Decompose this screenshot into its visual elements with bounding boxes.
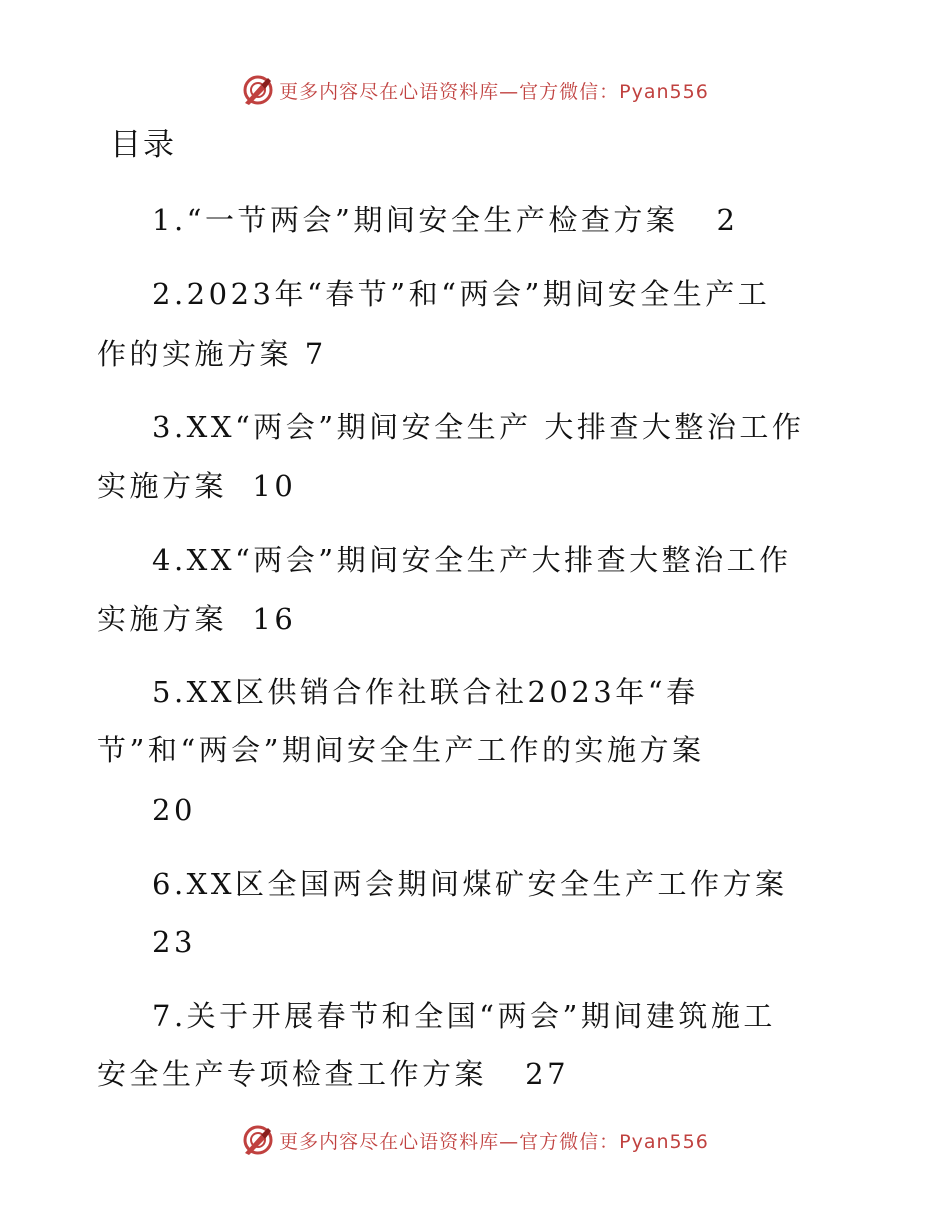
toc-entry-6-line-2[interactable]: 23 bbox=[152, 925, 196, 959]
toc-entry-2-line-1[interactable]: 2.2023年“春节”和“两会”期间安全生产工 bbox=[152, 277, 771, 311]
watermark-text: 更多内容尽在心语资料库—官方微信：Pyan556 bbox=[279, 1130, 709, 1153]
toc-entry-7-line-2[interactable]: 安全生产专项检查工作方案 27 bbox=[97, 1057, 570, 1091]
toc-entry-7-line-1[interactable]: 7.关于开展春节和全国“两会”期间建筑施工 bbox=[152, 999, 776, 1033]
watermark-text: 更多内容尽在心语资料库—官方微信：Pyan556 bbox=[279, 80, 709, 103]
toc-entry-6-line-1[interactable]: 6.XX区全国两会期间煤矿安全生产工作方案 bbox=[152, 867, 788, 901]
pen-logo-icon bbox=[241, 1123, 275, 1157]
toc-entry-3-line-1[interactable]: 3.XX“两会”期间安全生产 大排查大整治工作 bbox=[152, 410, 805, 444]
toc-entry-5-line-1[interactable]: 5.XX区供销合作社联合社2023年“春 bbox=[152, 675, 699, 709]
toc-entry-3-line-2[interactable]: 实施方案 10 bbox=[97, 469, 297, 503]
footer-watermark bbox=[0, 1120, 950, 1160]
toc-entry-5-line-2[interactable]: 节”和“两会”期间安全生产工作的实施方案 bbox=[97, 733, 705, 767]
toc-entry-4-line-1[interactable]: 4.XX“两会”期间安全生产大排查大整治工作 bbox=[152, 543, 792, 577]
toc-entry-5-line-3[interactable]: 20 bbox=[152, 793, 196, 827]
toc-entry-4-line-2[interactable]: 实施方案 16 bbox=[97, 602, 297, 636]
toc-title: 目录 bbox=[110, 127, 176, 163]
toc-entry-1-line-1[interactable]: 1.“一节两会”期间安全生产检查方案 2 bbox=[152, 203, 739, 237]
toc-entry-2-line-2[interactable]: 作的实施方案 7 bbox=[97, 337, 327, 371]
